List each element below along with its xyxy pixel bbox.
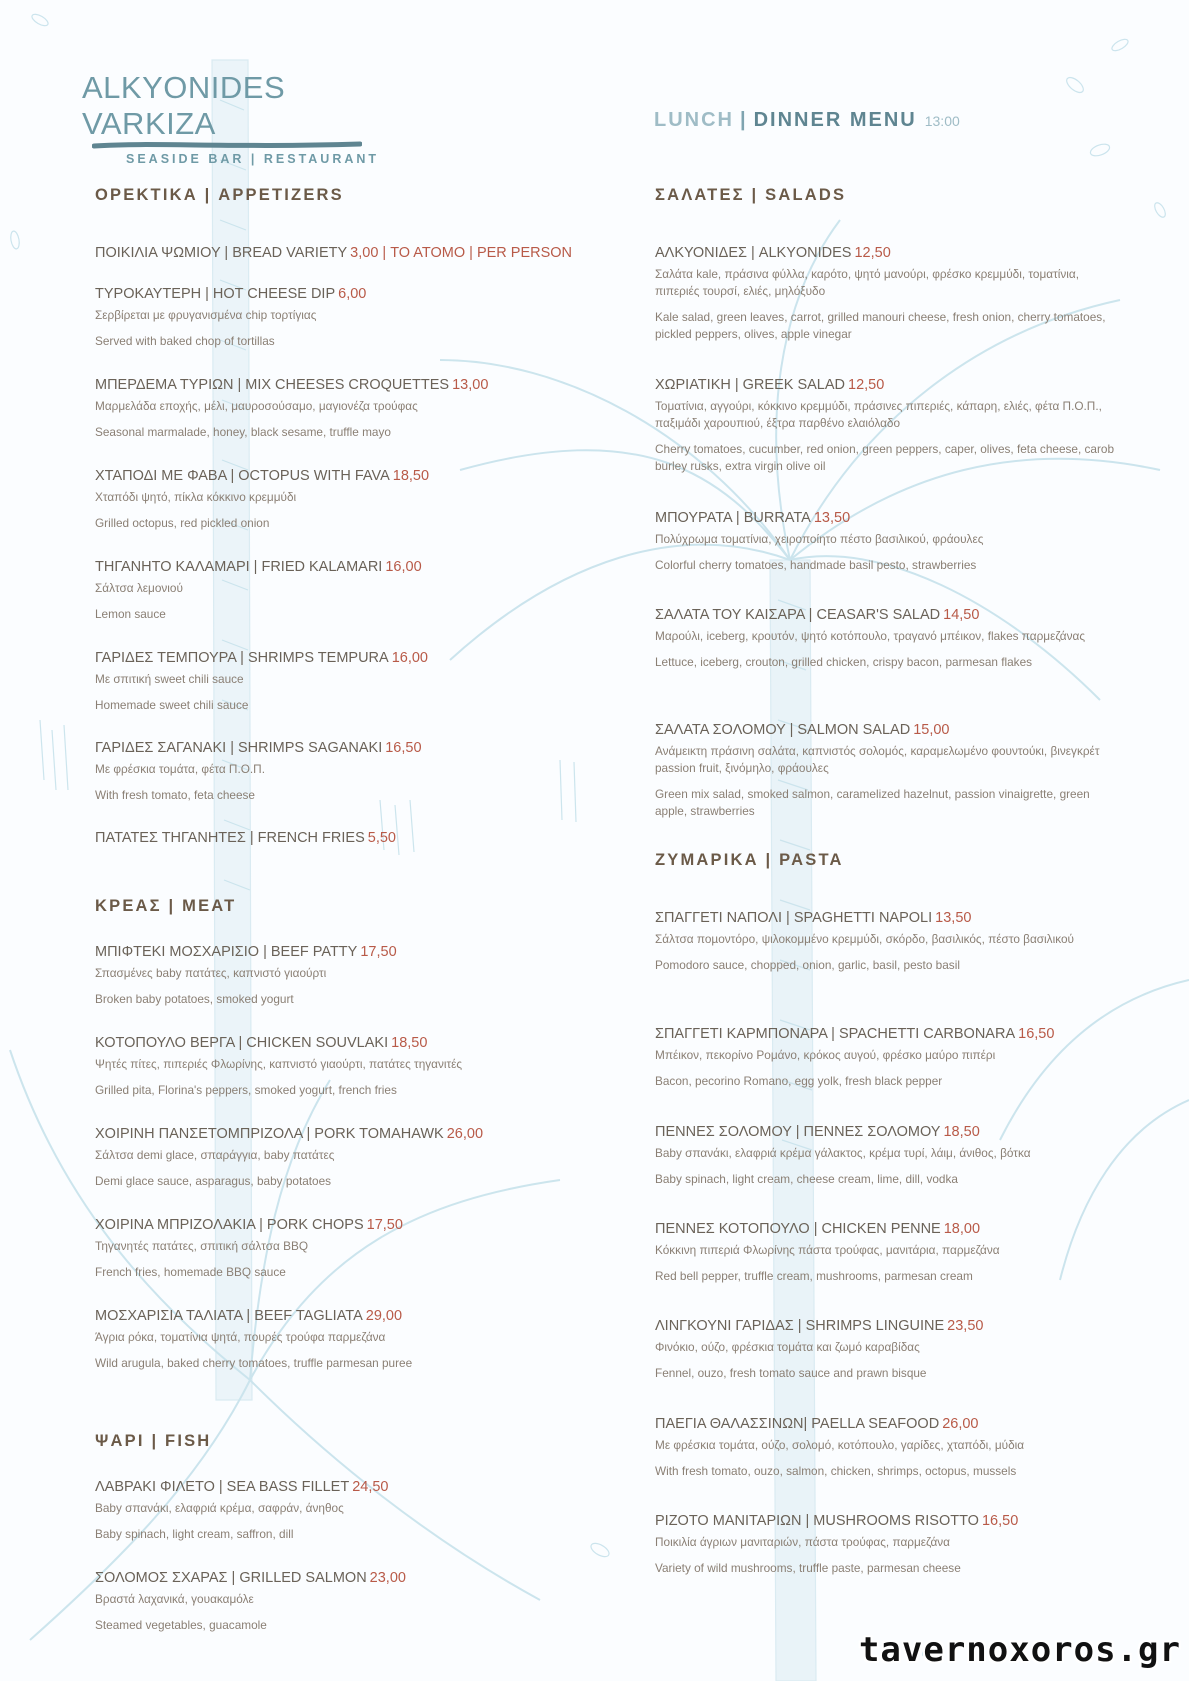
item-description-greek: Βραστά λαχανικά, γουακαμόλε — [95, 1592, 254, 1606]
item-name: ΓΑΡΙΔΕΣ ΣΑΓΑΝΑΚΙ | SHRIMPS SAGANAKI — [95, 740, 383, 756]
menu-item — [655, 1513, 1115, 1577]
item-price: 16,50 — [1018, 1026, 1055, 1042]
item-name: ΡΙΖΟΤΟ ΜΑΝΙΤΑΡΙΩΝ | MUSHROOMS RISOTTO — [655, 1513, 979, 1529]
menu-item — [655, 245, 1115, 343]
item-name: ΠΕΝΝΕΣ ΚΟΤΟΠΟΥΛΟ | CHICKEN PENNE — [655, 1221, 941, 1237]
item-description-greek: Χταπόδι ψητό, πίκλα κόκκινο κρεμμύδι — [95, 490, 297, 504]
item-description-english: Variety of wild mushrooms, truffle paste, parmesan cheese — [655, 1561, 961, 1575]
menu-item — [655, 510, 1115, 574]
menu-item — [655, 1318, 1115, 1382]
item-description-english: Wild arugula, baked cherry tomatoes, truffle parmesan puree — [95, 1356, 413, 1370]
item-name: ΣΑΛΑΤΑ ΤΟΥ ΚΑΙΣΑΡΑ | CEASAR'S SALAD — [655, 607, 941, 623]
item-price: 3,00 | ΤΟ ΑΤΟΜΟ | PER PERSON — [350, 245, 573, 261]
section-title-meat: ΚΡΕΑΣ | MEAT — [95, 897, 237, 915]
item-name: ΠΑΤΑΤΕΣ ΤΗΓΑΝΗΤΕΣ | FRENCH FRIES — [95, 830, 365, 846]
item-name: ΠΕΝΝΕΣ ΣΟΛΟΜΟΥ | ΠΕΝΝΕΣ ΣΟΛΟΜΟΥ — [655, 1124, 941, 1140]
menu-item — [95, 1035, 615, 1099]
item-name: ΣΟΛΟΜΟΣ ΣΧΑΡΑΣ | GRILLED SALMON — [95, 1570, 367, 1586]
item-description-greek: Φινόκιο, ούζο, φρέσκια τομάτα και ζωμό καραβίδας — [655, 1340, 920, 1354]
item-description-greek: Πολύχρωμα τοματίνια, χειροποίητο πέστο βασιλικού, φράουλες — [655, 532, 984, 546]
menu-item — [655, 910, 1115, 974]
item-name: ΤΗΓΑΝΗΤΟ ΚΑΛΑΜΑΡΙ | FRIED KALAMARI — [95, 559, 383, 575]
menu-item — [95, 650, 615, 714]
item-price: 18,00 — [943, 1221, 981, 1237]
item-description-english: Kale salad, green leaves, carrot, grilled manouri cheese, fresh onion, cherry tomatoes, pickled peppers, olives, apple vinegar — [655, 310, 1106, 341]
item-description-greek: Με σπιτική sweet chili sauce — [95, 672, 244, 686]
item-price: 12,50 — [854, 245, 891, 261]
item-description-english: Baby spinach, light cream, cheese cream, lime, dill, vodka — [655, 1172, 958, 1186]
item-description-english: Lemon sauce — [95, 607, 166, 621]
item-price: 6,00 — [338, 286, 367, 302]
item-description-english: Red bell pepper, truffle cream, mushrooms, parmesan cream — [655, 1269, 973, 1283]
menu-item — [655, 722, 1115, 820]
item-price: 5,50 — [367, 830, 396, 846]
menu-item — [95, 1126, 615, 1190]
item-description-english: Broken baby potatoes, smoked yogurt — [95, 992, 294, 1006]
menu-item — [655, 377, 1115, 475]
item-description-greek: Baby σπανάκι, ελαφριά κρέμα γάλακτος, κρέμα τυρί, λάιμ, άνιθος, βότκα — [655, 1146, 1031, 1160]
item-price: 17,50 — [366, 1217, 403, 1233]
right-column — [655, 0, 1115, 1681]
item-description-greek: Σάλτσα ποµοντόρο, ψιλοκομμένο κρεμμύδι, σκόρδο, βασιλικός, πέστο βασιλικού — [655, 932, 1074, 946]
item-name: ΧΟΙΡΙΝΑ ΜΠΡΙΖΟΛΑΚΙΑ | PORK CHOPS — [95, 1217, 364, 1233]
menu-item — [655, 1026, 1115, 1090]
item-description-english: Fennel, ouzo, fresh tomato sauce and prawn bisque — [655, 1366, 927, 1380]
item-description-greek: Τοματίνια, αγγούρι, κόκκινο κρεμμύδι, πράσινες πιπεριές, κάπαρη, ελιές, φέτα Π.Ο.Π., παξιμάδι χαρουπιού, έξτρα παρθένο ελαιόλαδο — [655, 399, 1102, 430]
item-name: ΤΥΡΟΚΑΥΤΕΡΗ | HOT CHEESE DIP — [95, 286, 336, 302]
menu-item — [95, 245, 615, 261]
item-price: 13,00 — [452, 377, 489, 393]
item-name: ΧΤΑΠΟΔΙ ΜΕ ΦΑΒΑ | OCTOPUS WITH FAVA — [95, 468, 390, 484]
menu-item — [655, 1221, 1115, 1285]
item-description-greek: Baby σπανάκι, ελαφριά κρέμα, σαφράν, άνηθος — [95, 1501, 344, 1515]
menu-item — [95, 1570, 615, 1634]
menu-item — [655, 1416, 1115, 1480]
item-name: ΑΛΚΥΟΝΙΔΕΣ | ALKYONIDES — [655, 245, 852, 261]
item-name: ΣΑΛΑΤΑ ΣΟΛΟΜΟΥ | SALMON SALAD — [655, 722, 911, 738]
item-price: 13,50 — [813, 510, 851, 526]
menu-item — [655, 607, 1115, 671]
item-price: 17,50 — [360, 944, 397, 960]
item-description-english: French fries, homemade BBQ sauce — [95, 1265, 286, 1279]
item-price: 18,50 — [943, 1124, 980, 1140]
item-price: 23,50 — [947, 1318, 984, 1334]
item-description-greek: Κόκκινη πιπεριά Φλωρίνης πάστα τρούφας, μανιτάρια, παρμεζάνα — [655, 1243, 1000, 1257]
item-description-english: Cherry tomatoes, cucumber, red onion, green peppers, caper, olives, feta cheese, carob burley rusks, extra virgin olive oil — [655, 442, 1115, 473]
item-price: 18,50 — [391, 1035, 428, 1051]
item-price: 26,00 — [942, 1416, 979, 1432]
item-name: ΓΑΡΙΔΕΣ ΤΕΜΠΟΥΡΑ | SHRIMPS TEMPURA — [95, 650, 389, 666]
item-description-english: Homemade sweet chili sauce — [95, 698, 249, 712]
item-description-english: With fresh tomato, feta cheese — [95, 788, 255, 802]
menu-item — [95, 286, 615, 350]
item-description-english: Green mix salad, smoked salmon, caramelized hazelnut, passion vinaigrette, green apple, strawberries — [655, 787, 1090, 818]
item-name: ΜΠΕΡΔΕΜΑ ΤΥΡΙΩΝ | MIX CHEESES CROQUETTES — [95, 377, 450, 393]
section-title-appetizers: ΟΡΕΚΤΙΚΑ | APPETIZERS — [95, 186, 344, 204]
menu-item — [95, 377, 615, 441]
item-description-greek: Με φρέσκια τομάτα, ούζο, σολομό, κοτόπουλο, γαρίδες, χταπόδι, μύδια — [655, 1438, 1025, 1452]
item-description-greek: Μαρούλι, iceberg, κρουτόν, ψητό κοτόπουλο, τραγανό μπέικον, flakes παρμεζάνας — [655, 629, 1085, 643]
item-description-greek: Σάλτσα λεμονιού — [95, 581, 183, 595]
menu-title-lunch: LUNCH — [654, 109, 734, 131]
item-description-greek: Σαλάτα kale, πράσινα φύλλα, καρότο, ψητό μανούρι, φρέσκο κρεμμύδι, τοματίνια, πιπεριές τουρσί, ελιές, μηλόξυδο — [655, 267, 1079, 298]
item-name: ΜΟΣΧΑΡΙΣΙΑ ΤΑΛΙΑΤΑ | BEEF TAGLIATA — [95, 1308, 363, 1324]
section-title-pasta: ΖΥΜΑΡΙΚΑ | PASTA — [655, 851, 844, 869]
site-watermark: tavernoxoros.gr — [858, 1630, 1181, 1670]
brand-name: ALKYONIDES VARKIZA — [82, 70, 286, 141]
item-description-english: Grilled octopus, red pickled onion — [95, 516, 270, 530]
menu-item — [95, 944, 615, 1008]
item-name: ΛΙΝΓΚΟΥΝΙ ΓΑΡΙΔΑΣ | SHRIMPS LINGUINE — [655, 1318, 945, 1334]
menu-title-separator: | — [740, 109, 748, 131]
item-price: 14,50 — [943, 607, 980, 623]
item-description-greek: Ανάμεικτη πράσινη σαλάτα, καπνιστός σολομός, καραμελωμένο φουντούκι, βινεγκρέτ passion fruit, ξινόμηλο, φράουλες — [655, 744, 1100, 775]
menu-title-time: 13:00 — [924, 113, 960, 129]
item-name: ΣΠΑΓΓΕΤΙ ΚΑΡΜΠΟΝΑΡΑ | SPACHETTI CARBONARA — [655, 1026, 1016, 1042]
item-name: ΚΟΤΟΠΟΥΛΟ ΒΕΡΓΑ | CHICKEN SOUVLAKI — [95, 1035, 389, 1051]
menu-item — [95, 830, 615, 846]
item-description-english: Pomodoro sauce, chopped, onion, garlic, basil, pesto basil — [655, 958, 960, 972]
item-price: 16,00 — [385, 559, 422, 575]
menu-item — [95, 559, 615, 623]
item-description-greek: Ποικιλία άγριων μανιταριών, πάστα τρούφας, παρμεζάνα — [655, 1535, 950, 1549]
item-price: 26,00 — [446, 1126, 484, 1142]
menu-item — [95, 1479, 615, 1543]
item-description-greek: Σάλτσα demi glace, σπαράγγια, baby πατάτες — [95, 1148, 335, 1162]
menu-title-dinner: DINNER MENU — [753, 109, 917, 131]
menu-item — [95, 1308, 615, 1372]
item-description-english: Grilled pita, Florina's peppers, smoked yogurt, french fries — [95, 1083, 397, 1097]
item-name: ΠΑΕΓΙΑ ΘΑΛΑΣΣΙΝΩΝ| PAELLA SEAFOOD — [655, 1416, 940, 1432]
section-title-salads: ΣΑΛΑΤΕΣ | SALADS — [655, 186, 847, 204]
item-name: ΧΟΙΡΙΝΗ ΠΑΝΣΕΤΟΜΠΡΙΖΟΛΑ | PORK TOMAHAWK — [95, 1126, 444, 1142]
menu-item — [95, 468, 615, 532]
item-price: 16,50 — [385, 740, 422, 756]
menu-item — [95, 1217, 615, 1281]
item-description-english: Bacon, pecorino Romano, egg yolk, fresh black pepper — [655, 1074, 943, 1088]
item-price: 16,50 — [981, 1513, 1019, 1529]
left-column — [95, 0, 615, 1681]
item-description-english: Colorful cherry tomatoes, handmade basil pesto, strawberries — [655, 558, 977, 572]
item-price: 24,50 — [352, 1479, 389, 1495]
item-name: ΧΩΡΙΑΤΙΚΗ | GREEK SALAD — [655, 377, 846, 393]
item-description-english: Seasonal marmalade, honey, black sesame, truffle mayo — [95, 425, 391, 439]
item-description-greek: Μπέικον, πεκορίνο Ρομάνο, κρόκος αυγού, φρέσκο μαύρο πιπέρι — [655, 1048, 996, 1062]
item-description-greek: Μαρμελάδα εποχής, μέλι, μαυροσούσαμο, μαγιονέζα τρούφας — [95, 399, 418, 413]
item-name: ΜΠΟΥΡΑΤΑ | BURRATA — [655, 510, 811, 526]
item-name: ΛΑΒΡΑΚΙ ΦΙΛΕΤΟ | SEA BASS FILLET — [95, 1479, 350, 1495]
item-price: 16,00 — [391, 650, 428, 666]
item-price: 29,00 — [365, 1308, 403, 1324]
item-description-english: Lettuce, iceberg, crouton, grilled chicken, crispy bacon, parmesan flakes — [655, 655, 1033, 669]
item-description-greek: Με φρέσκια τομάτα, φέτα Π.Ο.Π. — [95, 762, 265, 776]
item-price: 18,50 — [392, 468, 430, 484]
item-description-greek: Ψητές πίτες, πιπεριές Φλωρίνης, καπνιστό γιαούρτι, πατάτες τηγανιτές — [95, 1057, 463, 1071]
item-price: 23,00 — [369, 1570, 406, 1586]
brand-tagline: SEASIDE BAR | RESTAURANT — [126, 152, 380, 166]
menu-item — [655, 1124, 1115, 1188]
item-description-english: Steamed vegetables, guacamole — [95, 1618, 267, 1632]
item-description-greek: Τηγανητές πατάτες, σπιτική σάλτσα BBQ — [95, 1239, 309, 1253]
item-description-english: Demi glace sauce, asparagus, baby potatoes — [95, 1174, 332, 1188]
item-description-greek: Σερβίρεται με φρυγανισμένα chip τορτίγιας — [95, 308, 317, 322]
item-name: ΜΠΙΦΤΕΚΙ ΜΟΣΧΑΡΙΣΙΟ | BEEF PATTY — [95, 944, 358, 960]
item-name: ΣΠΑΓΓΕΤΙ ΝΑΠΟΛΙ | SPAGHETTI NAPOLI — [655, 910, 933, 926]
section-title-fish: ΨΑΡΙ | FISH — [95, 1432, 212, 1450]
item-description-english: Served with baked chop of tortillas — [95, 334, 275, 348]
item-description-english: With fresh tomato, ouzo, salmon, chicken, shrimps, octopus, mussels — [655, 1464, 1017, 1478]
item-name: ΠΟΙΚΙΛΙΑ ΨΩΜΙΟΥ | BREAD VARIETY — [95, 245, 348, 261]
item-price: 13,50 — [935, 910, 972, 926]
item-price: 15,00 — [913, 722, 950, 738]
item-description-english: Baby spinach, light cream, saffron, dill — [95, 1527, 294, 1541]
item-price: 12,50 — [848, 377, 885, 393]
item-description-greek: Σπασμένες baby πατάτες, καπνιστό γιαούρτι — [95, 966, 327, 980]
menu-item — [95, 740, 615, 804]
item-description-greek: Άγρια ρόκα, τοματίνια ψητά, πουρές τρούφα παρμεζάνα — [95, 1330, 386, 1344]
